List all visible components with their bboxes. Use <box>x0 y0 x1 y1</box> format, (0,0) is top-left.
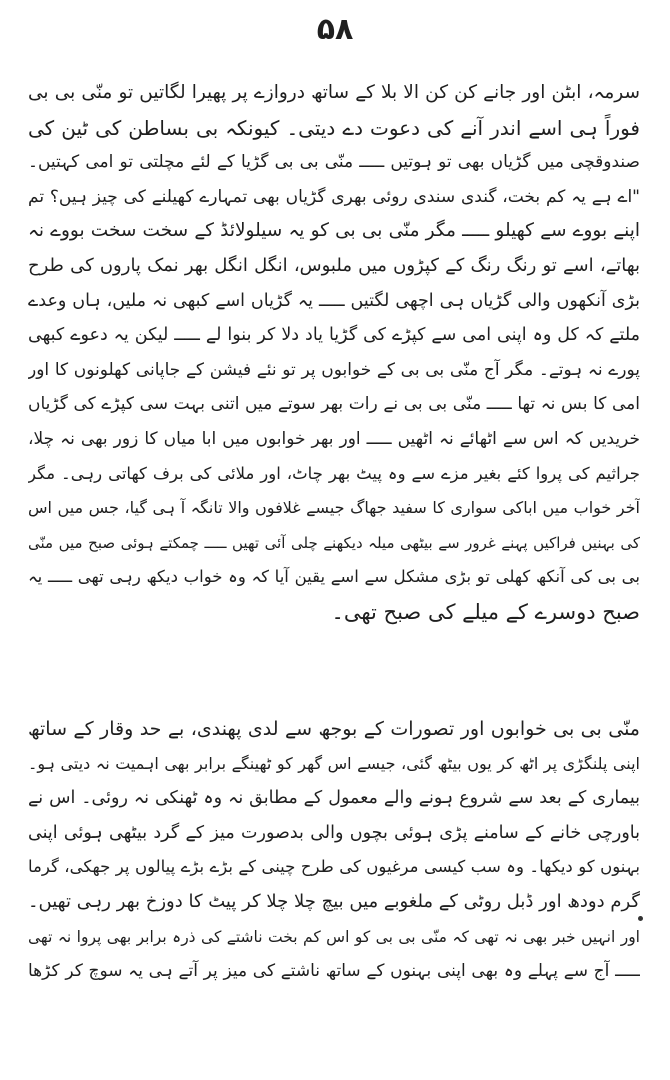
text-line: آخر خواب میں اباکی سواری کا سفید جھاگ جیسے غلافوں والا تانگہ آ ہی گیا، جس میں اس <box>28 498 640 518</box>
ink-speck <box>638 916 643 921</box>
text-line: اور انہیں خبر بھی نہ تھی کہ منّی بی بی کو اس کم بخت ناشتے کی ذرہ برابر بھی پروا نہ تھی <box>28 927 640 946</box>
page-number: ۵۸ <box>316 12 354 47</box>
text-line: بھاتے، اسے تو رنگ رنگ کے کپڑوں میں ملبوس، انگل انگل بھر نمک پاروں کی طرح <box>28 254 640 276</box>
text-line: بی بی کی آنکھ کھلی تو بڑی مشکل سے اسے یقین آیا کہ وہ خواب دیکھ رہی تھی ـــــ یہ <box>28 567 640 587</box>
text-line: "اے ہے یہ کم بخت، گندی سندی روئی بھری گڑیاں بھی تمہارے کھیلنے کی چیز ہیں؟ تم <box>28 186 640 207</box>
text-line: امی کا بس نہ تھا ـــــ منّی بی بی نے رات بھر سوتے میں اتنی بہت سی کپڑے کی گڑیاں <box>28 394 640 415</box>
text-line: کی بہنیں فراکیں پہنے غرور سے بیٹھی میلہ دیکھنے چلی آئی تھیں ـــــ چمکتے ہوئی صبح میں منّی <box>28 533 640 552</box>
paragraph-1 <box>28 76 640 630</box>
text-line: فوراً ہی اسے اندر آنے کی دعوت دے دیتی۔ کیونکہ بی بساطن کی ٹین کی <box>28 115 640 140</box>
text-line: منّی بی بی خوابوں اور تصورات کے بوجھ سے لدی پھندی، بے حد وقار کے ساتھ <box>28 718 640 740</box>
text-line: جراثیم کی پروا کئے بغیر مزے سے وہ پیٹ بھر چاٹ، اور ملائی کی برف کھاتی رہی۔ مگر <box>28 463 640 483</box>
text-line: سرمہ، ابٹن اور جانے کن کن الا بلا کے ساتھ دروازے پر پھیرا لگاتیں تو منّی بی بی <box>28 82 640 103</box>
text-line: خریدیں کہ اس سے اٹھائے نہ اٹھیں ـــــ اور بھر خوابوں میں ابا میاں کا زور بھی نہ چلا، <box>28 428 640 449</box>
text-line: گرم دودھ اور ڈبل روٹی کے ملغوبے میں بیچ چلا چلا کر پیٹ کا دوزخ بھر رہی تھیں۔ <box>28 890 640 912</box>
paragraph-2 <box>28 712 640 989</box>
text-line: پورے نہ ہوتے۔ مگر آج منّی بی بی کے خوابوں پر تو نئے فیشن کے جاپانی کھلونوں کا اور <box>28 359 640 380</box>
text-line: ـــــ آج سے پہلے وہ بھی اپنی بہنوں کے ساتھ ناشتے کی میز پر آتے ہی یہ سوچ کر کڑھا <box>28 961 640 982</box>
text-line: بڑی آنکھوں والی گڑیاں ہی اچھی لگتیں ـــــ یہ گڑیاں اسے کبھی نہ ملیں، ہاں وعدے <box>28 290 640 311</box>
text-line: ملتے کہ کل وہ اپنی امی سے کپڑے کی گڑیا یاد دلا کر بنوا لے ـــــ لیکن یہ دعوے کبھی <box>28 325 640 346</box>
text-line: بیماری کے بعد سے شروع ہونے والے معمول کے مطابق نہ وہ ٹھنکی نہ روئی۔ اس نے <box>28 788 640 809</box>
text-line: باورچی خانے کے سامنے پڑی ہوئی بچوں والی بدصورت میز کے گرد بیٹھی ہوئی اپنی <box>28 822 640 843</box>
text-line: صندوقچی میں گڑیاں بھی تو ہوتیں ـــــ منّی بی بی گڑیا کے لئے مچلتی تو امی کہتیں۔ <box>28 152 640 173</box>
text-line: اپنے بووے سے کھیلو ـــــ مگر منّی بی بی کو یہ سیلولائڈ کے سخت سخت بووے نہ <box>28 220 640 242</box>
text-line: اپنی پلنگڑی پر اٹھ کر یوں بیٹھ گئی، جیسے اس گھر کو ٹھینگے برابر بھی اہمیت نہ دیتی ہو۔ <box>28 753 640 773</box>
text-line: بہنوں کو دیکھا۔ وہ سب کیسی مرغیوں کی طرح چینی کے بڑے بڑے پیالوں پر جھکی، گرما <box>28 857 640 877</box>
text-line: صبح دوسرے کے میلے کی صبح تھی۔ <box>331 599 640 624</box>
